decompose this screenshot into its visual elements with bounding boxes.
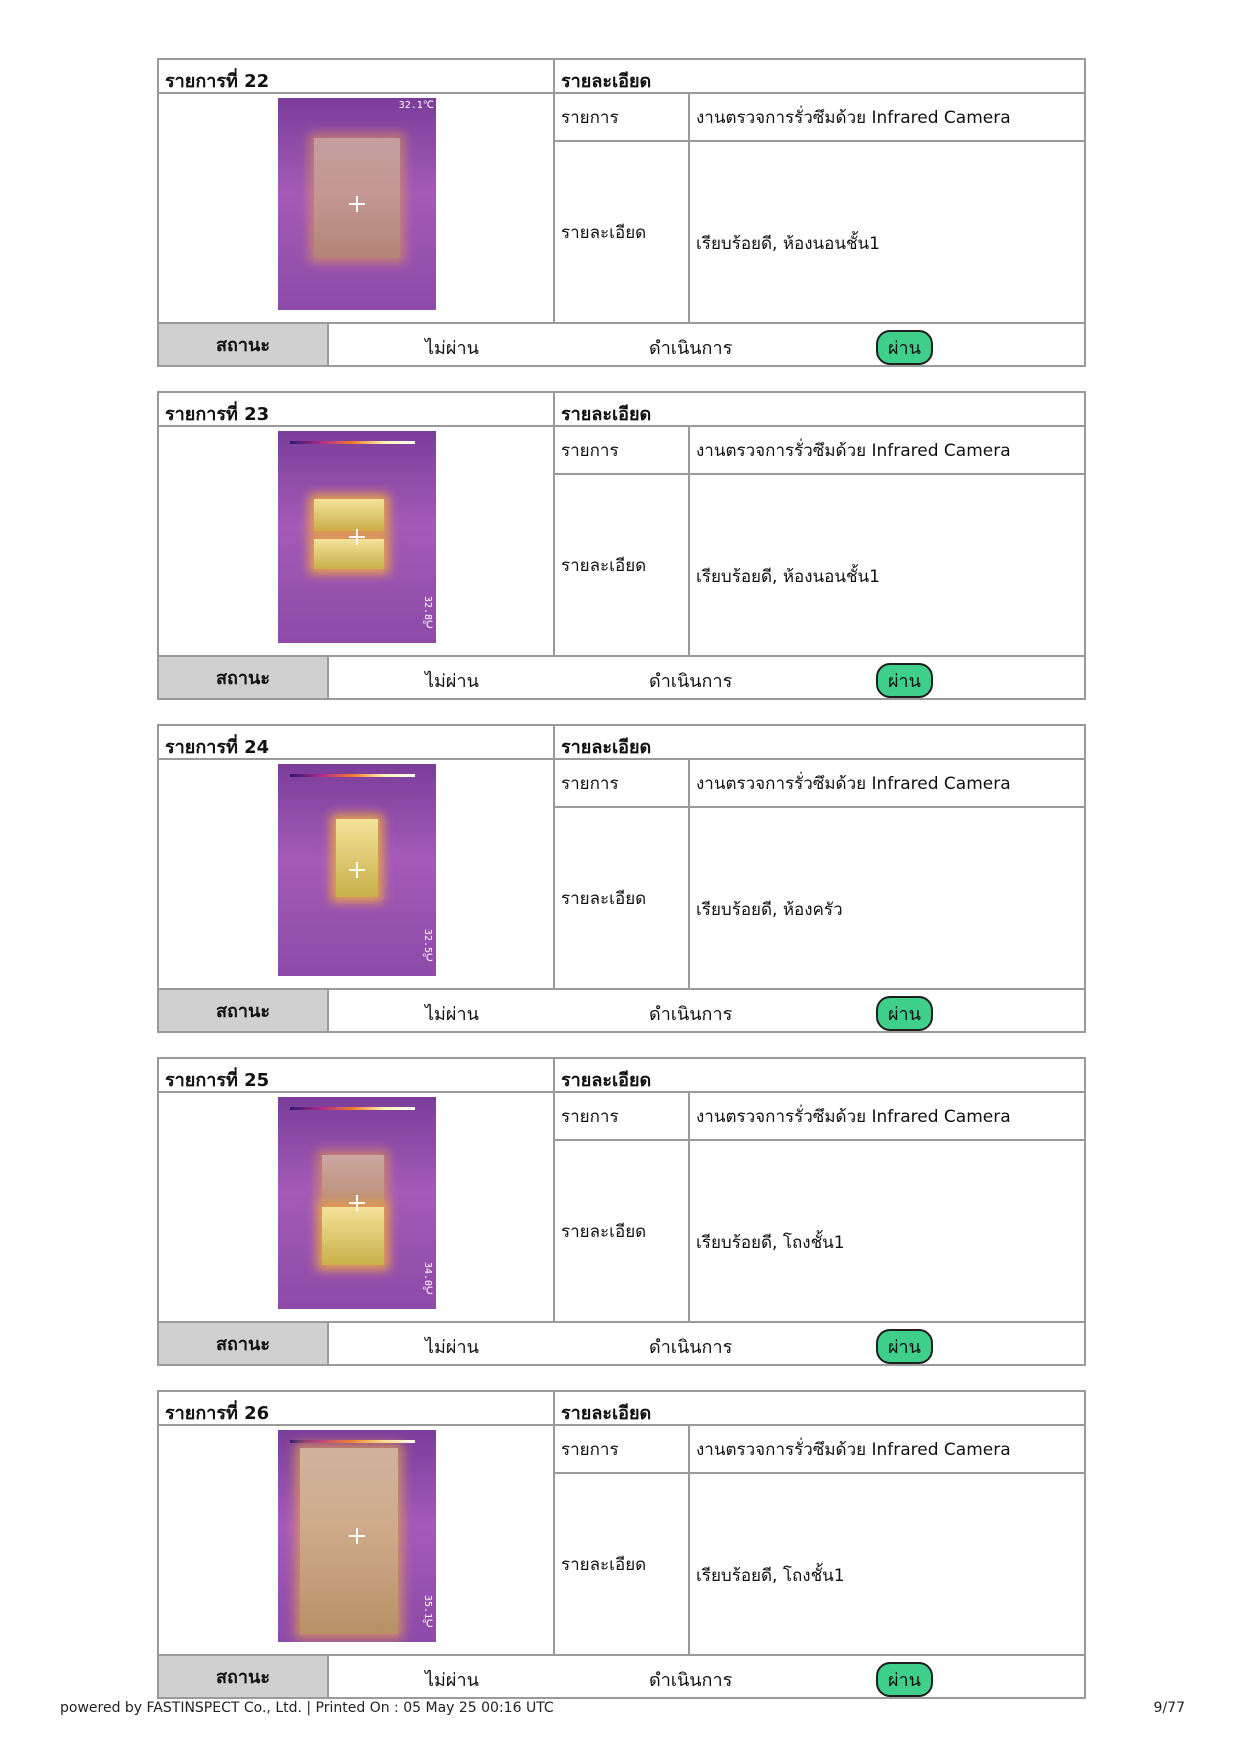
status-label: สถานะ	[159, 324, 329, 365]
inspection-item-card	[157, 1057, 1086, 1366]
status-option-in-progress[interactable]: ดำเนินการ	[649, 1004, 733, 1025]
status-option-pass-selected[interactable]: ผ่าน	[876, 1662, 933, 1697]
status-option-in-progress[interactable]: ดำเนินการ	[649, 671, 733, 692]
thermal-image[interactable]	[278, 98, 436, 310]
page-number: 9/77	[1153, 1700, 1185, 1716]
detail-label: รายละเอียด	[555, 808, 690, 988]
item-label: รายการ	[555, 1093, 690, 1141]
item-value: งานตรวจการรั่วซึมด้วย Infrared Camera	[690, 760, 1084, 808]
thermal-photo-cell	[159, 1426, 555, 1654]
status-label: สถานะ	[159, 1656, 329, 1697]
footer-powered-by: powered by FASTINSPECT Co., Ltd. | Printed On : 05 May 25 00:16 UTC	[60, 1700, 554, 1716]
status-label: สถานะ	[159, 1323, 329, 1364]
item-label: รายการ	[555, 1426, 690, 1474]
item-value: งานตรวจการรั่วซึมด้วย Infrared Camera	[690, 427, 1084, 475]
thermal-image[interactable]	[278, 431, 436, 643]
status-option-in-progress[interactable]: ดำเนินการ	[649, 1670, 733, 1691]
status-label: สถานะ	[159, 657, 329, 698]
thermal-temp-readout: 32.8℃	[422, 595, 433, 631]
detail-header: รายละเอียด	[555, 1059, 1084, 1093]
thermal-image[interactable]	[278, 764, 436, 976]
status-row	[159, 988, 1084, 1031]
item-label: รายการ	[555, 427, 690, 475]
item-value: งานตรวจการรั่วซึมด้วย Infrared Camera	[690, 1426, 1084, 1474]
thermal-photo-cell	[159, 1093, 555, 1321]
status-label: สถานะ	[159, 990, 329, 1031]
thermal-image[interactable]	[278, 1097, 436, 1309]
thermal-temp-readout: 35.1℃	[422, 1594, 433, 1630]
detail-header: รายละเอียด	[555, 1392, 1084, 1426]
item-title: รายการที่ 24	[159, 726, 555, 760]
item-title: รายการที่ 25	[159, 1059, 555, 1093]
thermal-photo-cell	[159, 94, 555, 322]
item-title: รายการที่ 23	[159, 393, 555, 427]
detail-value: เรียบร้อยดี, โถงชั้น1	[696, 1232, 845, 1253]
inspection-item-card	[157, 1390, 1086, 1699]
item-value: งานตรวจการรั่วซึมด้วย Infrared Camera	[690, 94, 1084, 142]
status-option-in-progress[interactable]: ดำเนินการ	[649, 338, 733, 359]
detail-label: รายละเอียด	[555, 475, 690, 655]
status-option-fail[interactable]: ไม่ผ่าน	[425, 671, 479, 692]
thermal-temp-readout: 34.0℃	[422, 1261, 433, 1297]
status-option-fail[interactable]: ไม่ผ่าน	[425, 1337, 479, 1358]
detail-label: รายละเอียด	[555, 1141, 690, 1321]
item-value: งานตรวจการรั่วซึมด้วย Infrared Camera	[690, 1093, 1084, 1141]
thermal-temp-readout: 32.5℃	[422, 928, 433, 964]
detail-value: เรียบร้อยดี, ห้องครัว	[696, 899, 843, 920]
inspection-item-card	[157, 724, 1086, 1033]
status-row	[159, 322, 1084, 365]
thermal-photo-cell	[159, 427, 555, 655]
detail-header: รายละเอียด	[555, 393, 1084, 427]
detail-value: เรียบร้อยดี, ห้องนอนชั้น1	[696, 233, 880, 254]
detail-label: รายละเอียด	[555, 142, 690, 322]
detail-value: เรียบร้อยดี, ห้องนอนชั้น1	[696, 566, 880, 587]
thermal-temp-readout: 32.1℃	[398, 100, 434, 111]
thermal-image[interactable]	[278, 1430, 436, 1642]
status-option-pass-selected[interactable]: ผ่าน	[876, 1329, 933, 1364]
item-title: รายการที่ 22	[159, 60, 555, 94]
detail-label: รายละเอียด	[555, 1474, 690, 1654]
status-row	[159, 1321, 1084, 1364]
item-label: รายการ	[555, 94, 690, 142]
status-option-pass-selected[interactable]: ผ่าน	[876, 663, 933, 698]
status-option-fail[interactable]: ไม่ผ่าน	[425, 1670, 479, 1691]
inspection-item-card	[157, 58, 1086, 367]
detail-value: เรียบร้อยดี, โถงชั้น1	[696, 1565, 845, 1586]
status-option-in-progress[interactable]: ดำเนินการ	[649, 1337, 733, 1358]
inspection-item-card	[157, 391, 1086, 700]
status-option-pass-selected[interactable]: ผ่าน	[876, 330, 933, 365]
detail-header: รายละเอียด	[555, 60, 1084, 94]
detail-header: รายละเอียด	[555, 726, 1084, 760]
status-option-pass-selected[interactable]: ผ่าน	[876, 996, 933, 1031]
item-title: รายการที่ 26	[159, 1392, 555, 1426]
status-option-fail[interactable]: ไม่ผ่าน	[425, 338, 479, 359]
status-option-fail[interactable]: ไม่ผ่าน	[425, 1004, 479, 1025]
status-row	[159, 655, 1084, 698]
status-row	[159, 1654, 1084, 1697]
item-label: รายการ	[555, 760, 690, 808]
thermal-photo-cell	[159, 760, 555, 988]
